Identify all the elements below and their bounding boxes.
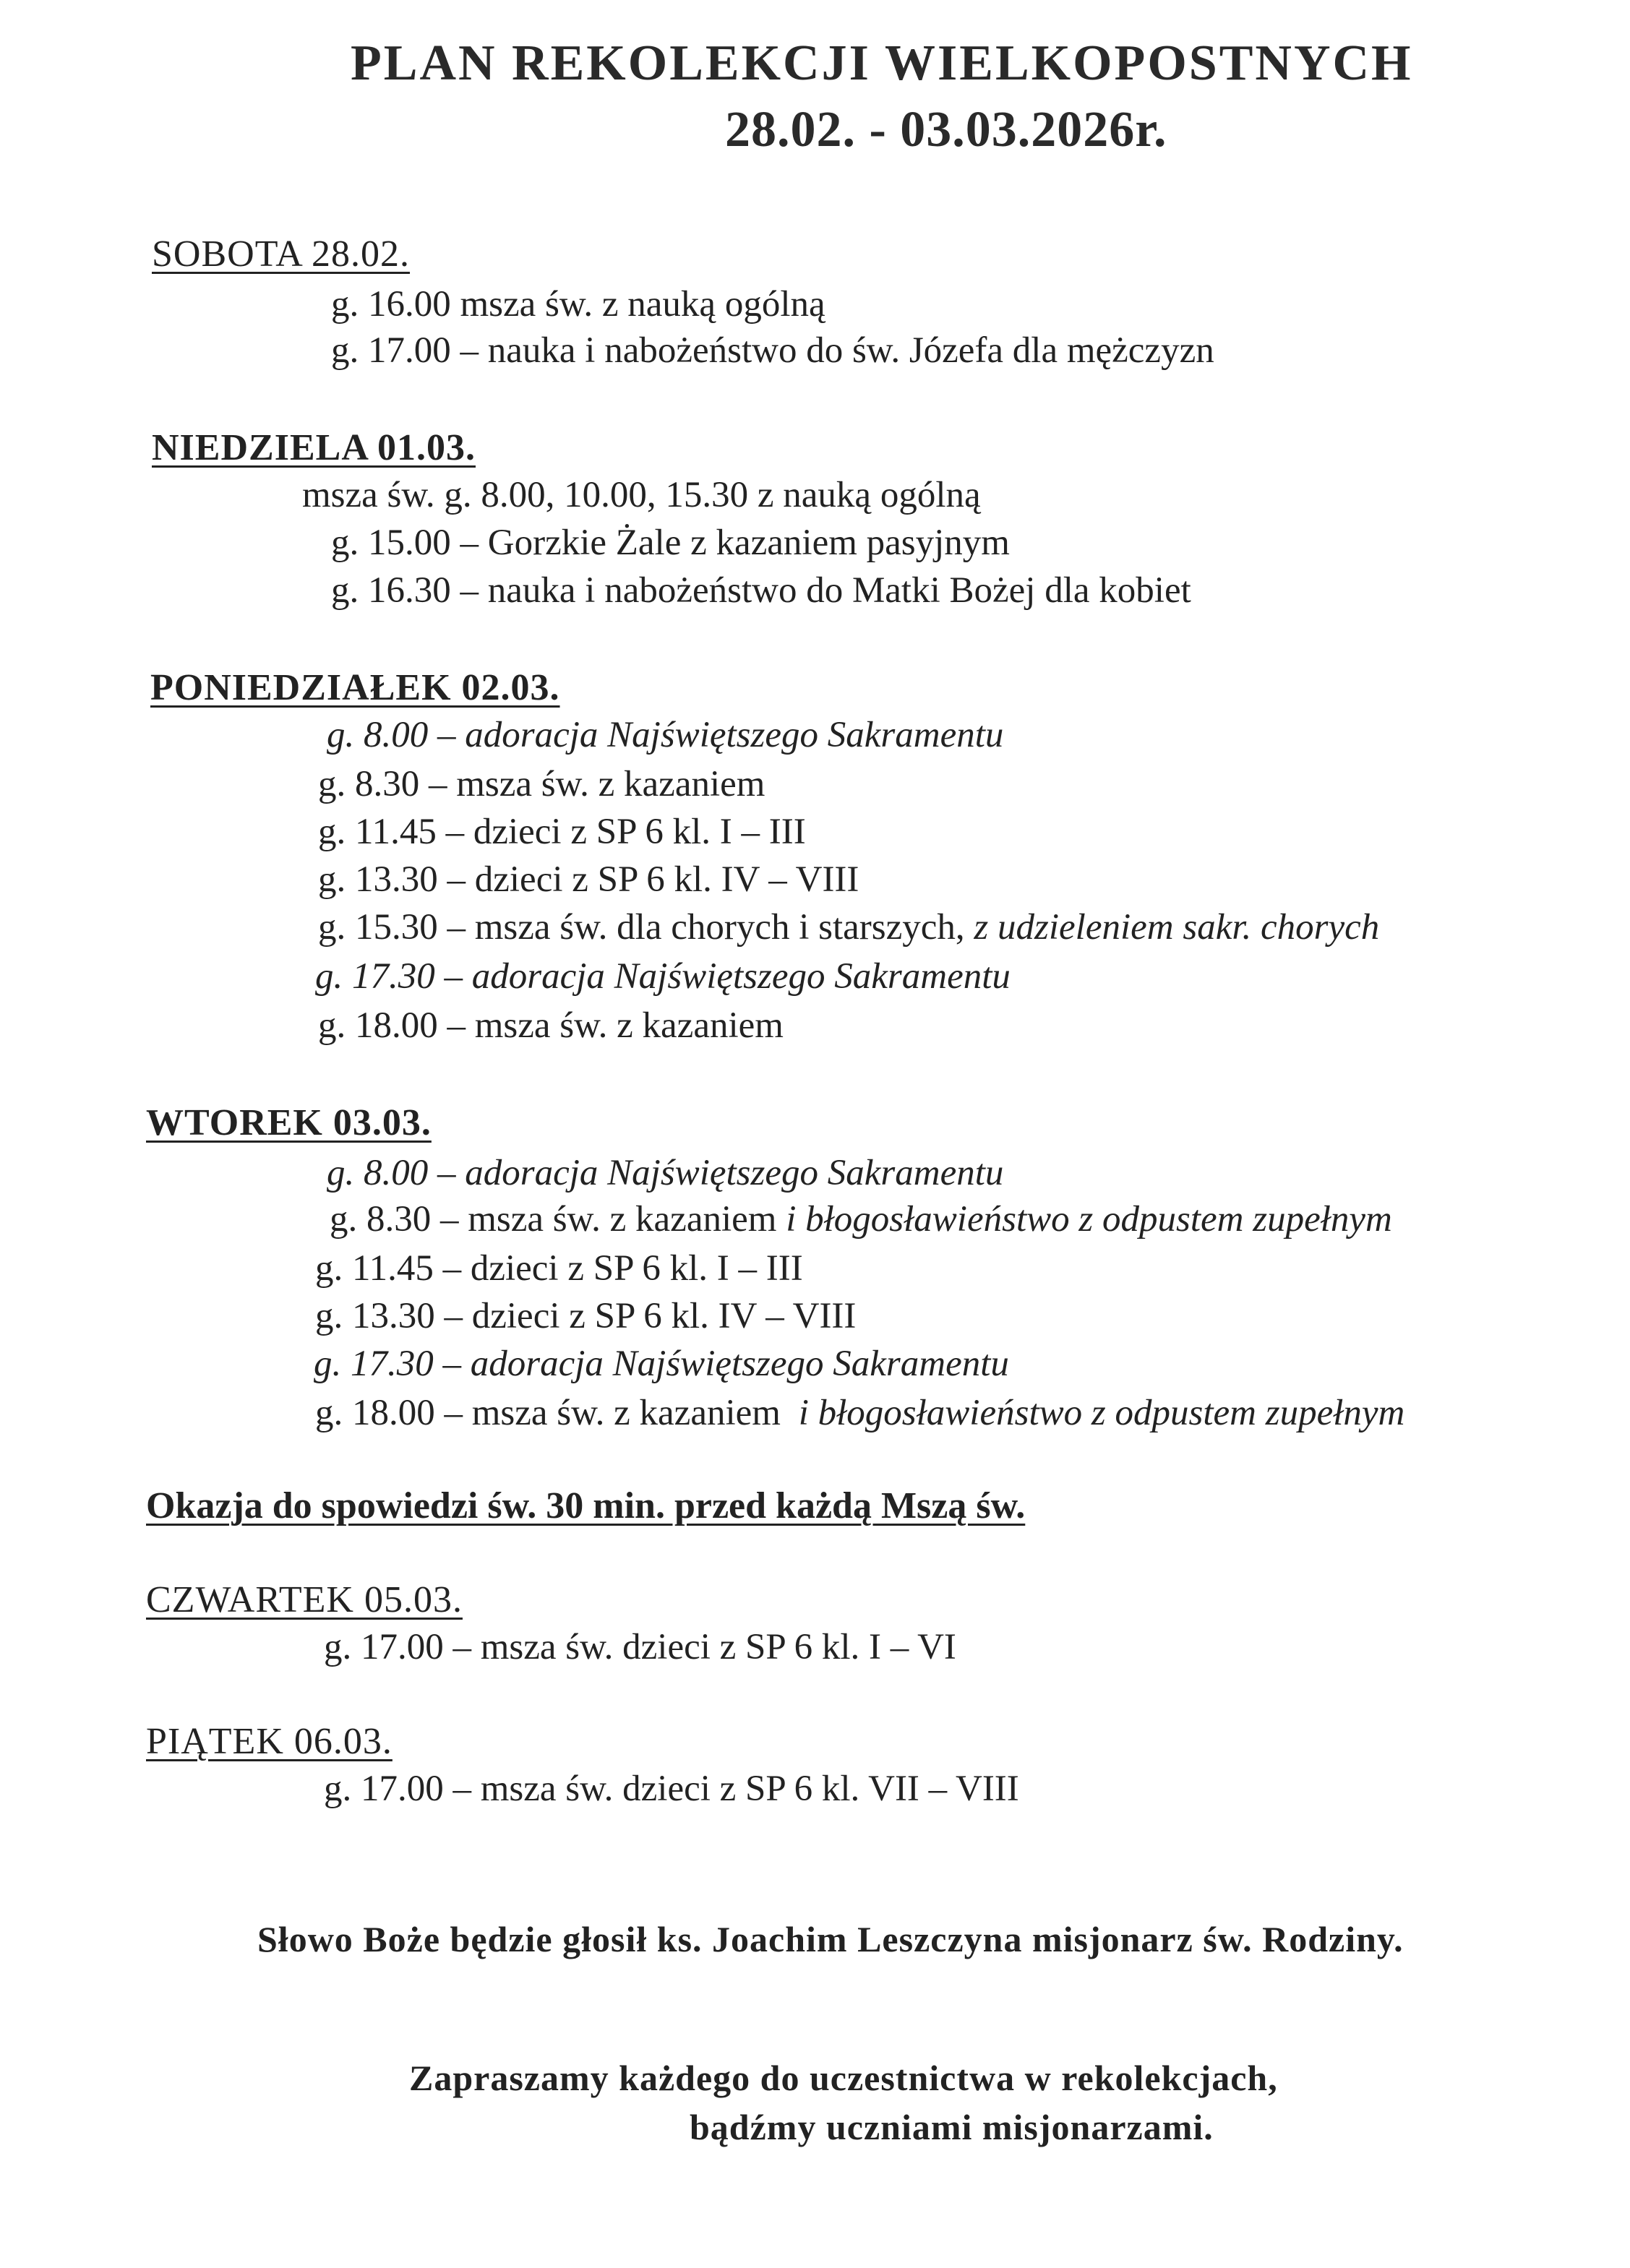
schedule-entry: g. 13.30 – dzieci z SP 6 kl. IV – VIII — [315, 1296, 857, 1336]
schedule-entry — [315, 1392, 1404, 1434]
day-heading-sunday: NIEDZIELA 01.03. — [152, 427, 476, 468]
schedule-entry: g. 18.00 – msza św. z kazaniem — [318, 1005, 784, 1046]
day-heading-tuesday: WTOREK 03.03. — [146, 1102, 432, 1143]
day-heading-thursday: CZWARTEK 05.03. — [146, 1579, 463, 1620]
schedule-entry — [330, 1198, 1392, 1240]
preacher-note: Słowo Boże będzie głosił ks. Joachim Leszczyna misjonarz św. Rodziny. — [257, 1919, 1404, 1959]
schedule-entry: g. 17.00 – msza św. dzieci z SP 6 kl. VII – VIII — [324, 1769, 1019, 1809]
schedule-entry-note: z udzieleniem sakr. chorych — [974, 907, 1380, 948]
invitation-line-1: Zapraszamy każdego do uczestnictwa w rekolekcjach, — [409, 2058, 1278, 2098]
schedule-entry: g. 8.00 – adoracja Najświętszego Sakramentu — [327, 715, 1004, 755]
confession-note: Okazja do spowiedzi św. 30 min. przed każdą Mszą św. — [146, 1485, 1026, 1526]
schedule-entry: g. 16.00 msza św. z nauką ogólną — [331, 284, 825, 325]
schedule-entry: g. 8.00 – adoracja Najświętszego Sakramentu — [327, 1153, 1004, 1193]
schedule-entry: g. 17.30 – adoracja Najświętszego Sakramentu — [315, 956, 1011, 997]
date-range: 28.02. - 03.03.2026r. — [725, 102, 1167, 158]
schedule-entry: msza św. g. 8.00, 10.00, 15.30 z nauką ogólną — [302, 475, 981, 515]
schedule-entry: g. 11.45 – dzieci z SP 6 kl. I – III — [318, 812, 806, 852]
schedule-entry: g. 16.30 – nauka i nabożeństwo do Matki Bożej dla kobiet — [331, 570, 1191, 611]
schedule-entry-main: g. 18.00 – msza św. z kazaniem — [315, 1393, 781, 1433]
schedule-entry: g. 17.00 – nauka i nabożeństwo do św. Józefa dla mężczyzn — [331, 330, 1214, 371]
day-heading-friday: PIĄTEK 06.03. — [146, 1721, 393, 1762]
schedule-entry: g. 15.00 – Gorzkie Żale z kazaniem pasyjnym — [331, 523, 1010, 563]
day-heading-saturday: SOBOTA 28.02. — [152, 233, 410, 275]
schedule-entry-note: i błogosławieństwo z odpustem zupełnym — [786, 1199, 1392, 1240]
day-heading-monday: PONIEDZIAŁEK 02.03. — [150, 667, 560, 708]
schedule-entry: g. 17.00 – msza św. dzieci z SP 6 kl. I – VI — [324, 1627, 956, 1667]
schedule-entry: g. 8.30 – msza św. z kazaniem — [318, 764, 765, 804]
schedule-entry: g. 13.30 – dzieci z SP 6 kl. IV – VIII — [318, 859, 859, 900]
schedule-entry: g. 11.45 – dzieci z SP 6 kl. I – III — [315, 1248, 803, 1289]
schedule-entry-main: g. 8.30 – msza św. z kazaniem — [330, 1199, 777, 1240]
invitation-line-2: bądźmy uczniami misjonarzami. — [690, 2107, 1214, 2147]
schedule-entry — [318, 906, 1379, 948]
schedule-entry: g. 17.30 – adoracja Najświętszego Sakramentu — [314, 1344, 1009, 1384]
page-title: PLAN REKOLEKCJI WIELKOPOSTNYCH — [351, 35, 1413, 91]
schedule-entry-main: g. 15.30 – msza św. dla chorych i starszych, — [318, 907, 965, 948]
schedule-entry-note: i błogosławieństwo z odpustem zupełnym — [798, 1393, 1405, 1433]
